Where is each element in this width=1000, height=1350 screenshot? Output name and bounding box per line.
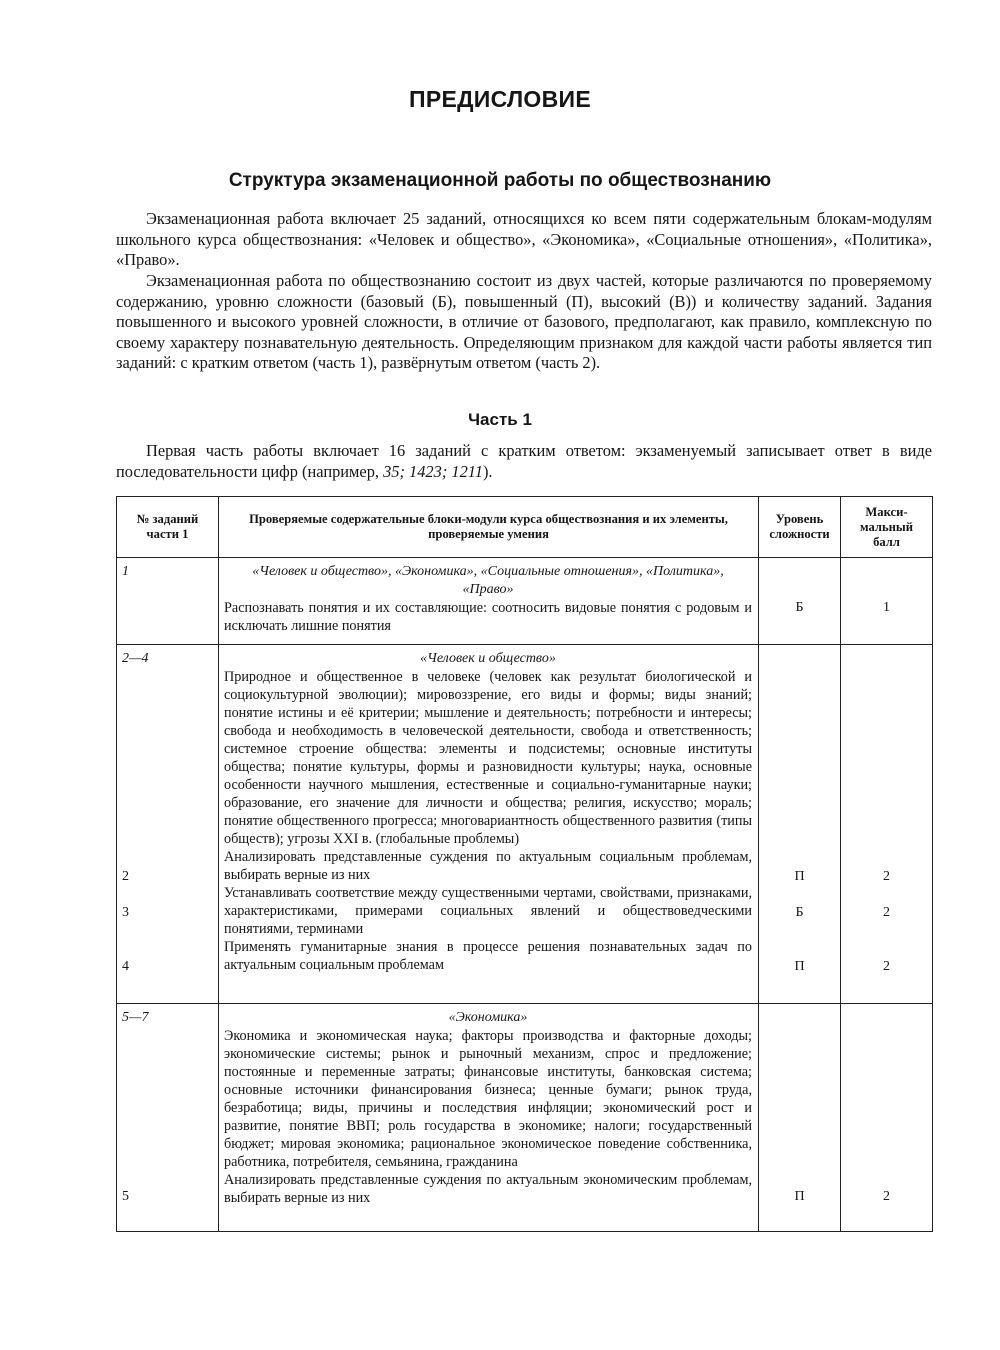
level-value: П bbox=[794, 959, 805, 974]
task-number: 4 bbox=[122, 959, 129, 974]
content-cell bbox=[219, 645, 759, 1004]
task-number: 2 bbox=[122, 869, 129, 884]
block-title: «Человек и общество», «Экономика», «Социальные отношения», «Политика», «Право» bbox=[252, 564, 724, 597]
section-title: Структура экзаменационной работы по обществознанию bbox=[228, 170, 772, 191]
score-value: 2 bbox=[883, 869, 890, 884]
paragraph: Экзаменационная работа по обществознанию состоит из двух частей, которые различаются по проверяемому содержанию, уровню сложности (базовый (Б), повышенный (П), высокий (В)) и количеству заданий. Задания повышенного и высокого уровней сложности, в отличие от базового, предполагают, как правило, комплексную по своему характеру познавательную деятельность. Определяющим признаком для каждой части работы является тип заданий: с кратким ответом (часть 1), развёрнутым ответом (часть 2). bbox=[116, 271, 932, 372]
score-value: 2 bbox=[883, 905, 890, 920]
paragraph: Экзаменационная работа включает 25 заданий, относящихся ко всем пяти содержательным блокам-модулям школьного курса обществознания: «Человек и общество», «Экономика», «Социальные отношения», «Политика», «Право». bbox=[116, 209, 932, 269]
part-intro-example: 35; 1423; 1211 bbox=[383, 461, 483, 481]
skill-text: Устанавливать соответствие между существенными чертами, свойствами, признаками, характеристиками, примерами социальных явлений и обществоведческими понятиями, терминами bbox=[224, 885, 752, 937]
skill-text: Применять гуманитарные знания в процессе решения познавательных задач по актуальным социальным проблемам bbox=[224, 939, 752, 973]
score-value: 1 bbox=[883, 600, 890, 615]
task-number: 3 bbox=[122, 905, 129, 920]
level-cell bbox=[759, 645, 841, 1004]
header-max-score: Макси-мальный балл bbox=[841, 497, 933, 558]
level-value: Б bbox=[795, 600, 804, 615]
content-cell bbox=[219, 558, 759, 645]
level-cell bbox=[759, 558, 841, 645]
level-cell bbox=[759, 1004, 841, 1232]
score-value: 2 bbox=[883, 959, 890, 974]
skill-text: Анализировать представленные суждения по актуальным экономическим проблемам, выбирать верные из них bbox=[224, 1172, 752, 1206]
task-range: 5—7 bbox=[122, 1010, 149, 1025]
part-title: Часть 1 bbox=[468, 410, 532, 429]
level-value: П bbox=[794, 1189, 805, 1204]
table-row bbox=[117, 558, 933, 645]
score-cell bbox=[841, 558, 933, 645]
part-intro-tail: ). bbox=[482, 461, 493, 481]
table-row bbox=[117, 1004, 933, 1232]
block-title: «Человек и общество» bbox=[420, 651, 556, 666]
task-number-cell bbox=[117, 1004, 219, 1232]
score-value: 2 bbox=[883, 1189, 890, 1204]
content-cell bbox=[219, 1004, 759, 1232]
part-intro-text: Первая часть работы включает 16 заданий с кратким ответом: экзаменуемый записывает ответ в виде последовательности цифр (например, bbox=[116, 441, 932, 481]
task-number-cell bbox=[117, 645, 219, 1004]
level-value: Б bbox=[795, 905, 804, 920]
header-task-number: № заданий части 1 bbox=[117, 497, 219, 558]
task-range: 1 bbox=[122, 564, 129, 579]
header-content: Проверяемые содержательные блоки-модули курса обществознания и их элементы, проверяемые умения bbox=[219, 497, 759, 558]
part-intro-paragraph bbox=[116, 441, 932, 482]
page-title: ПРЕДИСЛОВИЕ bbox=[409, 86, 591, 112]
table-header-row bbox=[117, 497, 933, 558]
header-level: Уровень сложности bbox=[759, 497, 841, 558]
tasks-table bbox=[116, 496, 933, 1232]
block-description: Экономика и экономическая наука; факторы производства и факторные доходы; экономические системы; рынок и рыночный механизм, спрос и предложение; постоянные и переменные затраты; финансовые институты, банковская система; основные источники финансирования бизнеса; ценные бумаги; рынок труда, безработица; виды, причины и последствия инфляции; экономический рост и развитие, понятие ВВП; роль государства в экономике; налоги; государственный бюджет; мировая экономика; рациональное экономическое поведение собственника, работника, потребителя, семьянина, гражданина bbox=[224, 1028, 752, 1170]
score-cell bbox=[841, 645, 933, 1004]
task-number: 5 bbox=[122, 1189, 129, 1204]
block-description: Природное и общественное в человеке (человек как результат биологической и социокультурной эволюции); мировоззрение, его виды и формы; виды знаний; понятие истины и её критерии; мышление и деятельность; потребности и интересы; свобода и необходимость в человеческой деятельности, свобода и ответственность; системное строение общества: элементы и подсистемы; основные институты общества; понятие культуры, формы и разновидности культуры; наука, основные особенности научного мышления, естественные и социально-гуманитарные науки; образование, его значение для личности и общества; религия, искусство; мораль; понятие общественного прогресса; многовариантность общественного развития (типы обществ); угрозы XXI в. (глобальные проблемы) bbox=[224, 669, 752, 847]
task-range: 2—4 bbox=[122, 651, 149, 666]
table-row bbox=[117, 645, 933, 1004]
score-cell bbox=[841, 1004, 933, 1232]
skill-text: Распознавать понятия и их составляющие: соотносить видовые понятия с родовым и исключать лишние понятия bbox=[224, 600, 752, 634]
skill-text: Анализировать представленные суждения по актуальным социальным проблемам, выбирать верные из них bbox=[224, 849, 752, 883]
task-number-cell bbox=[117, 558, 219, 645]
block-title: «Экономика» bbox=[448, 1010, 528, 1025]
level-value: П bbox=[794, 869, 805, 884]
